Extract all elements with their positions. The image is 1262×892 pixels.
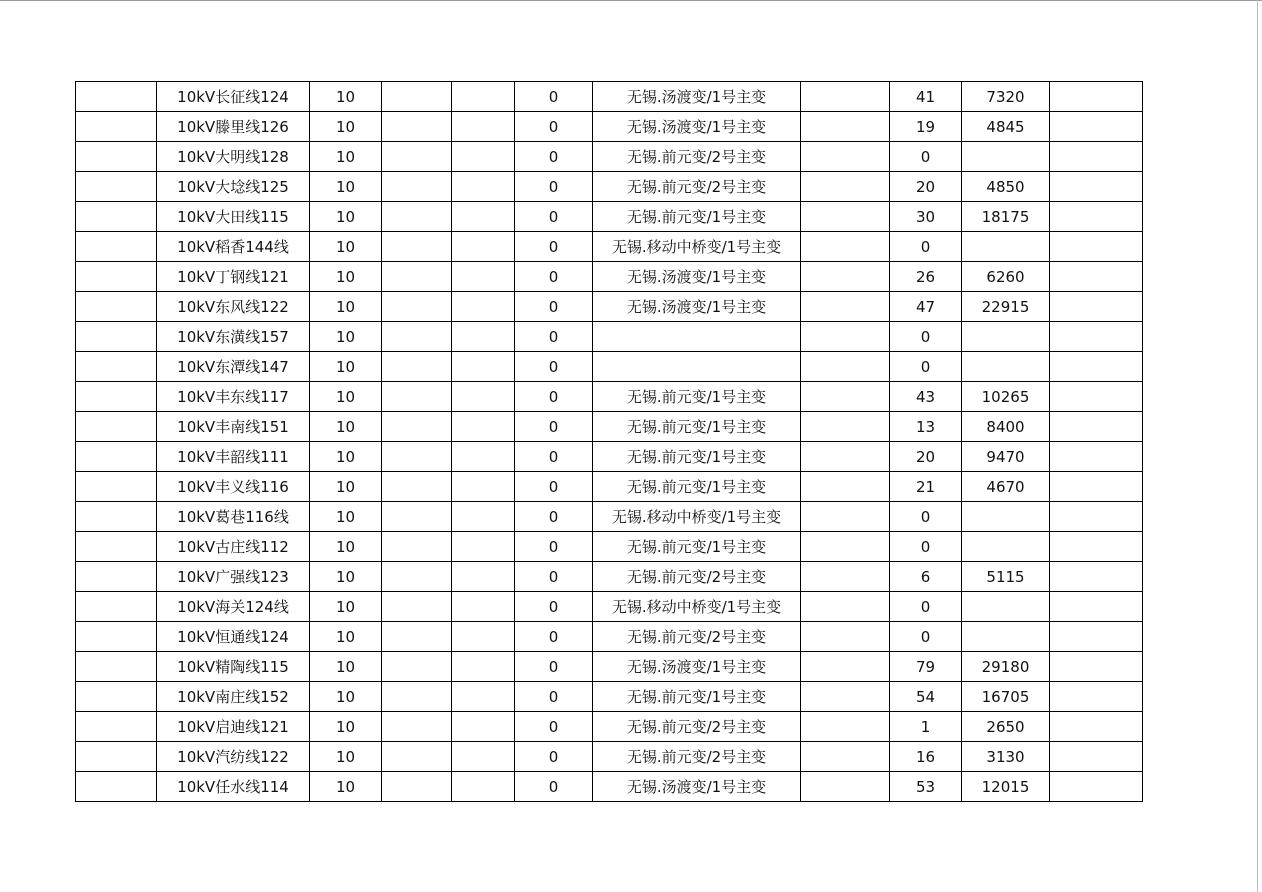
capacity-cell [962,352,1050,382]
blank-cell-4 [382,262,452,292]
table-row [76,382,1143,412]
blank-cell-4 [382,82,452,112]
voltage-cell: 10 [310,592,382,622]
zero-value-cell: 0 [515,472,593,502]
feeder-name-cell: 10kV丰义线116 [157,472,310,502]
zero-value-cell: 0 [515,562,593,592]
zero-value-cell: 0 [515,232,593,262]
zero-value-cell: 0 [515,592,593,622]
voltage-cell: 10 [310,232,382,262]
table-row [76,622,1143,652]
blank-cell-5 [452,322,515,352]
count-cell: 26 [890,262,962,292]
voltage-cell: 10 [310,112,382,142]
voltage-cell: 10 [310,502,382,532]
blank-cell-8 [801,382,890,412]
substation-transformer-cell: 无锡.前元变/1号主变 [593,382,801,412]
table-row [76,262,1143,292]
substation-transformer-cell: 无锡.前元变/1号主变 [593,472,801,502]
blank-cell-8 [801,172,890,202]
voltage-cell: 10 [310,292,382,322]
feeder-name-cell: 10kV丰东线117 [157,382,310,412]
blank-cell-1 [76,772,157,802]
feeder-name-cell: 10kV东潭线147 [157,352,310,382]
table-row [76,772,1143,802]
zero-value-cell: 0 [515,412,593,442]
substation-transformer-cell: 无锡.移动中桥变/1号主变 [593,502,801,532]
table-row [76,232,1143,262]
zero-value-cell: 0 [515,82,593,112]
count-cell: 19 [890,112,962,142]
substation-transformer-cell: 无锡.前元变/2号主变 [593,622,801,652]
blank-cell-1 [76,172,157,202]
blank-cell-11 [1050,442,1143,472]
blank-cell-11 [1050,172,1143,202]
capacity-cell: 7320 [962,82,1050,112]
blank-cell-5 [452,442,515,472]
blank-cell-4 [382,682,452,712]
substation-transformer-cell: 无锡.前元变/2号主变 [593,142,801,172]
count-cell: 53 [890,772,962,802]
count-cell: 0 [890,532,962,562]
voltage-cell: 10 [310,262,382,292]
count-cell: 21 [890,472,962,502]
voltage-cell: 10 [310,472,382,502]
blank-cell-5 [452,112,515,142]
count-cell: 16 [890,742,962,772]
blank-cell-4 [382,232,452,262]
count-cell: 47 [890,292,962,322]
feeder-name-cell: 10kV古庄线112 [157,532,310,562]
substation-transformer-cell: 无锡.前元变/1号主变 [593,442,801,472]
zero-value-cell: 0 [515,352,593,382]
blank-cell-5 [452,202,515,232]
capacity-cell: 12015 [962,772,1050,802]
table-row [76,442,1143,472]
capacity-cell: 18175 [962,202,1050,232]
capacity-cell [962,592,1050,622]
blank-cell-1 [76,622,157,652]
voltage-cell: 10 [310,382,382,412]
substation-transformer-cell: 无锡.前元变/1号主变 [593,412,801,442]
capacity-cell: 16705 [962,682,1050,712]
substation-transformer-cell: 无锡.前元变/2号主变 [593,712,801,742]
capacity-cell: 22915 [962,292,1050,322]
feeder-name-cell: 10kV恒通线124 [157,622,310,652]
count-cell: 6 [890,562,962,592]
blank-cell-11 [1050,532,1143,562]
zero-value-cell: 0 [515,502,593,532]
zero-value-cell: 0 [515,442,593,472]
substation-transformer-cell: 无锡.前元变/1号主变 [593,532,801,562]
blank-cell-4 [382,742,452,772]
count-cell: 30 [890,202,962,232]
voltage-cell: 10 [310,772,382,802]
feeder-name-cell: 10kV丰韶线111 [157,442,310,472]
blank-cell-1 [76,652,157,682]
count-cell: 20 [890,172,962,202]
blank-cell-4 [382,202,452,232]
zero-value-cell: 0 [515,712,593,742]
count-cell: 79 [890,652,962,682]
zero-value-cell: 0 [515,532,593,562]
blank-cell-1 [76,712,157,742]
voltage-cell: 10 [310,682,382,712]
feeder-table [75,81,1143,802]
count-cell: 0 [890,502,962,532]
capacity-cell: 29180 [962,652,1050,682]
table-row [76,472,1143,502]
blank-cell-11 [1050,472,1143,502]
blank-cell-11 [1050,652,1143,682]
count-cell: 54 [890,682,962,712]
blank-cell-4 [382,442,452,472]
substation-transformer-cell: 无锡.前元变/2号主变 [593,742,801,772]
feeder-name-cell: 10kV启迪线121 [157,712,310,742]
count-cell: 0 [890,592,962,622]
blank-cell-8 [801,352,890,382]
blank-cell-5 [452,532,515,562]
feeder-name-cell: 10kV长征线124 [157,82,310,112]
blank-cell-8 [801,202,890,232]
table-row [76,352,1143,382]
capacity-cell [962,142,1050,172]
voltage-cell: 10 [310,322,382,352]
voltage-cell: 10 [310,742,382,772]
blank-cell-8 [801,262,890,292]
blank-cell-1 [76,592,157,622]
blank-cell-5 [452,742,515,772]
blank-cell-1 [76,262,157,292]
table-row [76,502,1143,532]
table-row [76,682,1143,712]
capacity-cell: 2650 [962,712,1050,742]
blank-cell-5 [452,82,515,112]
zero-value-cell: 0 [515,292,593,322]
blank-cell-5 [452,382,515,412]
blank-cell-1 [76,412,157,442]
capacity-cell [962,322,1050,352]
blank-cell-5 [452,652,515,682]
table-row [76,652,1143,682]
substation-transformer-cell: 无锡.汤渡变/1号主变 [593,292,801,322]
blank-cell-5 [452,232,515,262]
blank-cell-8 [801,562,890,592]
blank-cell-11 [1050,382,1143,412]
blank-cell-5 [452,592,515,622]
blank-cell-1 [76,472,157,502]
table-body [76,82,1143,802]
substation-transformer-cell [593,322,801,352]
blank-cell-4 [382,622,452,652]
zero-value-cell: 0 [515,322,593,352]
blank-cell-1 [76,442,157,472]
blank-cell-5 [452,472,515,502]
capacity-cell [962,622,1050,652]
blank-cell-4 [382,592,452,622]
blank-cell-4 [382,142,452,172]
voltage-cell: 10 [310,352,382,382]
blank-cell-5 [452,292,515,322]
blank-cell-5 [452,352,515,382]
blank-cell-5 [452,622,515,652]
page-right-edge [1257,0,1258,892]
blank-cell-11 [1050,712,1143,742]
blank-cell-11 [1050,262,1143,292]
blank-cell-5 [452,502,515,532]
blank-cell-8 [801,82,890,112]
blank-cell-8 [801,742,890,772]
blank-cell-5 [452,172,515,202]
capacity-cell [962,532,1050,562]
count-cell: 0 [890,232,962,262]
feeder-name-cell: 10kV精陶线115 [157,652,310,682]
blank-cell-4 [382,562,452,592]
capacity-cell: 8400 [962,412,1050,442]
voltage-cell: 10 [310,712,382,742]
voltage-cell: 10 [310,532,382,562]
substation-transformer-cell: 无锡.汤渡变/1号主变 [593,262,801,292]
blank-cell-4 [382,712,452,742]
blank-cell-5 [452,682,515,712]
voltage-cell: 10 [310,82,382,112]
blank-cell-11 [1050,322,1143,352]
blank-cell-11 [1050,502,1143,532]
blank-cell-1 [76,232,157,262]
blank-cell-8 [801,142,890,172]
blank-cell-1 [76,352,157,382]
blank-cell-1 [76,322,157,352]
voltage-cell: 10 [310,142,382,172]
blank-cell-4 [382,412,452,442]
table-row [76,742,1143,772]
substation-transformer-cell: 无锡.移动中桥变/1号主变 [593,232,801,262]
blank-cell-1 [76,742,157,772]
feeder-name-cell: 10kV丰南线151 [157,412,310,442]
blank-cell-4 [382,112,452,142]
feeder-name-cell: 10kV葛巷116线 [157,502,310,532]
blank-cell-1 [76,292,157,322]
feeder-name-cell: 10kV汽纺线122 [157,742,310,772]
table-row [76,112,1143,142]
substation-transformer-cell: 无锡.前元变/2号主变 [593,562,801,592]
zero-value-cell: 0 [515,112,593,142]
blank-cell-1 [76,202,157,232]
count-cell: 0 [890,622,962,652]
table-row [76,142,1143,172]
count-cell: 0 [890,322,962,352]
count-cell: 13 [890,412,962,442]
blank-cell-4 [382,472,452,502]
blank-cell-5 [452,142,515,172]
blank-cell-11 [1050,682,1143,712]
blank-cell-5 [452,712,515,742]
blank-cell-8 [801,442,890,472]
blank-cell-11 [1050,202,1143,232]
capacity-cell: 9470 [962,442,1050,472]
blank-cell-1 [76,142,157,172]
substation-transformer-cell: 无锡.前元变/1号主变 [593,202,801,232]
blank-cell-1 [76,112,157,142]
voltage-cell: 10 [310,202,382,232]
blank-cell-11 [1050,142,1143,172]
blank-cell-4 [382,292,452,322]
zero-value-cell: 0 [515,382,593,412]
capacity-cell [962,502,1050,532]
blank-cell-8 [801,292,890,322]
capacity-cell: 4670 [962,472,1050,502]
capacity-cell: 4850 [962,172,1050,202]
capacity-cell: 5115 [962,562,1050,592]
feeder-name-cell: 10kV东风线122 [157,292,310,322]
blank-cell-11 [1050,772,1143,802]
blank-cell-1 [76,562,157,592]
blank-cell-4 [382,772,452,802]
table-row [76,712,1143,742]
feeder-name-cell: 10kV稻香144线 [157,232,310,262]
blank-cell-11 [1050,82,1143,112]
table-row [76,322,1143,352]
blank-cell-5 [452,772,515,802]
blank-cell-8 [801,652,890,682]
capacity-cell: 6260 [962,262,1050,292]
blank-cell-11 [1050,112,1143,142]
blank-cell-11 [1050,412,1143,442]
blank-cell-8 [801,502,890,532]
voltage-cell: 10 [310,562,382,592]
blank-cell-8 [801,622,890,652]
blank-cell-1 [76,532,157,562]
voltage-cell: 10 [310,442,382,472]
voltage-cell: 10 [310,172,382,202]
page-top-edge [0,0,1262,1]
blank-cell-8 [801,712,890,742]
table-row [76,172,1143,202]
count-cell: 41 [890,82,962,112]
blank-cell-1 [76,82,157,112]
feeder-name-cell: 10kV南庄线152 [157,682,310,712]
blank-cell-8 [801,592,890,622]
blank-cell-4 [382,382,452,412]
feeder-name-cell: 10kV滕里线126 [157,112,310,142]
zero-value-cell: 0 [515,172,593,202]
capacity-cell: 4845 [962,112,1050,142]
count-cell: 20 [890,442,962,472]
zero-value-cell: 0 [515,742,593,772]
feeder-name-cell: 10kV任水线114 [157,772,310,802]
blank-cell-5 [452,262,515,292]
table-row [76,532,1143,562]
capacity-cell: 3130 [962,742,1050,772]
feeder-name-cell: 10kV大埝线125 [157,172,310,202]
blank-cell-11 [1050,232,1143,262]
feeder-name-cell: 10kV海关124线 [157,592,310,622]
substation-transformer-cell: 无锡.汤渡变/1号主变 [593,82,801,112]
zero-value-cell: 0 [515,142,593,172]
zero-value-cell: 0 [515,622,593,652]
feeder-name-cell: 10kV广强线123 [157,562,310,592]
voltage-cell: 10 [310,622,382,652]
capacity-cell [962,232,1050,262]
blank-cell-8 [801,412,890,442]
zero-value-cell: 0 [515,772,593,802]
blank-cell-1 [76,502,157,532]
blank-cell-11 [1050,622,1143,652]
substation-transformer-cell [593,352,801,382]
table-row [76,82,1143,112]
blank-cell-4 [382,322,452,352]
blank-cell-8 [801,772,890,802]
blank-cell-4 [382,352,452,382]
blank-cell-5 [452,412,515,442]
feeder-name-cell: 10kV大明线128 [157,142,310,172]
feeder-name-cell: 10kV东潢线157 [157,322,310,352]
blank-cell-8 [801,472,890,502]
count-cell: 0 [890,352,962,382]
zero-value-cell: 0 [515,682,593,712]
blank-cell-8 [801,112,890,142]
blank-cell-1 [76,682,157,712]
count-cell: 43 [890,382,962,412]
feeder-name-cell: 10kV丁钢线121 [157,262,310,292]
count-cell: 0 [890,142,962,172]
blank-cell-11 [1050,562,1143,592]
zero-value-cell: 0 [515,262,593,292]
blank-cell-11 [1050,352,1143,382]
blank-cell-11 [1050,742,1143,772]
capacity-cell: 10265 [962,382,1050,412]
table-row [76,202,1143,232]
table-row [76,562,1143,592]
substation-transformer-cell: 无锡.汤渡变/1号主变 [593,772,801,802]
table-row [76,412,1143,442]
blank-cell-11 [1050,292,1143,322]
blank-cell-8 [801,232,890,262]
substation-transformer-cell: 无锡.汤渡变/1号主变 [593,652,801,682]
voltage-cell: 10 [310,652,382,682]
feeder-name-cell: 10kV大田线115 [157,202,310,232]
voltage-cell: 10 [310,412,382,442]
substation-transformer-cell: 无锡.汤渡变/1号主变 [593,112,801,142]
table-row [76,592,1143,622]
substation-transformer-cell: 无锡.移动中桥变/1号主变 [593,592,801,622]
blank-cell-4 [382,502,452,532]
blank-cell-4 [382,532,452,562]
substation-transformer-cell: 无锡.前元变/1号主变 [593,682,801,712]
blank-cell-1 [76,382,157,412]
blank-cell-8 [801,532,890,562]
table-row [76,292,1143,322]
zero-value-cell: 0 [515,652,593,682]
count-cell: 1 [890,712,962,742]
blank-cell-4 [382,652,452,682]
blank-cell-8 [801,682,890,712]
blank-cell-4 [382,172,452,202]
zero-value-cell: 0 [515,202,593,232]
substation-transformer-cell: 无锡.前元变/2号主变 [593,172,801,202]
blank-cell-8 [801,322,890,352]
blank-cell-5 [452,562,515,592]
blank-cell-11 [1050,592,1143,622]
